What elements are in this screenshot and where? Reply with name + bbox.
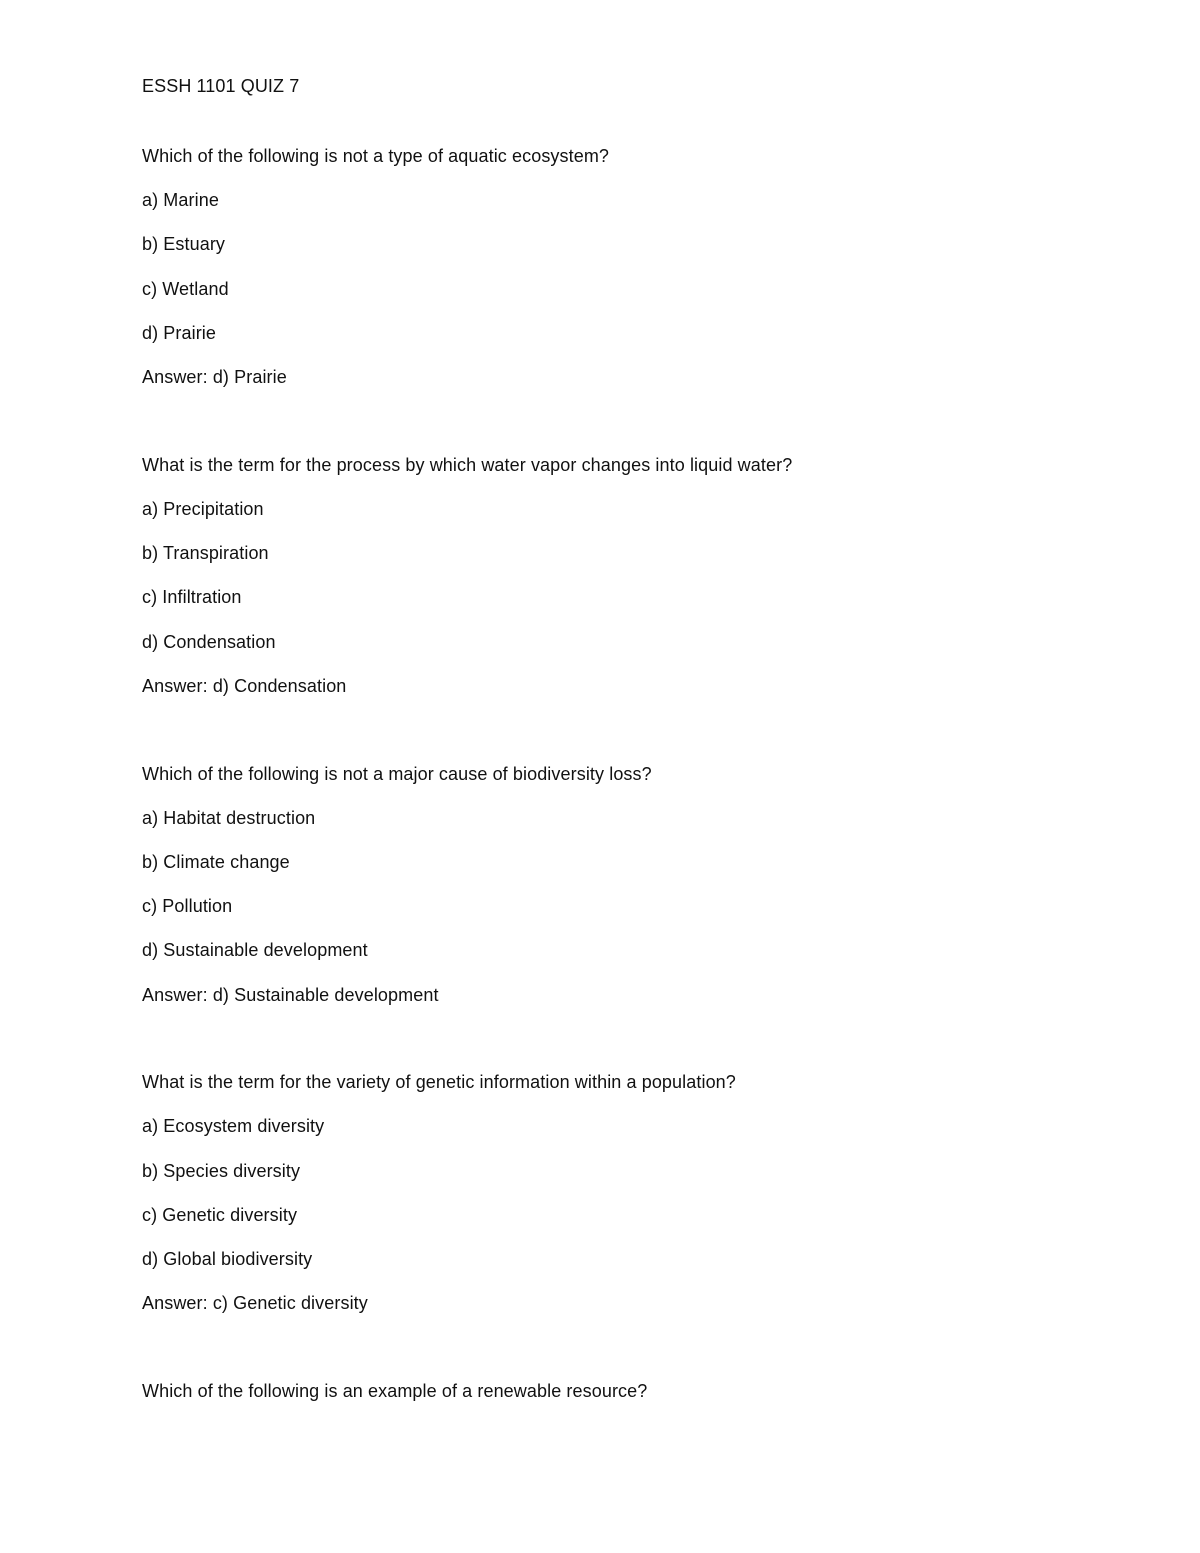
question-text: Which of the following is not a type of aquatic ecosystem? xyxy=(142,146,610,166)
option-d: d) Sustainable development xyxy=(142,940,368,960)
option-d: d) Condensation xyxy=(142,632,276,652)
option-a: a) Marine xyxy=(142,190,219,210)
answer-text: Answer: d) Sustainable development xyxy=(142,985,439,1005)
option-c: c) Infiltration xyxy=(142,587,242,607)
answer-text: Answer: d) Condensation xyxy=(142,676,347,696)
question-text: What is the term for the variety of genetic information within a population? xyxy=(142,1072,736,1092)
option-d: d) Global biodiversity xyxy=(142,1249,313,1269)
option-b: b) Species diversity xyxy=(142,1161,301,1181)
question-text: Which of the following is not a major cause of biodiversity loss? xyxy=(142,764,652,784)
answer-text: Answer: d) Prairie xyxy=(142,367,287,387)
question-text: What is the term for the process by which water vapor changes into liquid water? xyxy=(142,455,793,475)
answer-text: Answer: c) Genetic diversity xyxy=(142,1293,368,1313)
option-b: b) Climate change xyxy=(142,852,290,872)
option-d: d) Prairie xyxy=(142,323,217,343)
option-c: c) Wetland xyxy=(142,279,229,299)
option-a: a) Habitat destruction xyxy=(142,808,316,828)
option-c: c) Genetic diversity xyxy=(142,1205,298,1225)
option-a: a) Precipitation xyxy=(142,499,264,519)
question-text: Which of the following is an example of a renewable resource? xyxy=(142,1381,648,1401)
option-c: c) Pollution xyxy=(142,896,233,916)
option-b: b) Transpiration xyxy=(142,543,269,563)
option-a: a) Ecosystem diversity xyxy=(142,1116,325,1136)
quiz-title: ESSH 1101 QUIZ 7 xyxy=(142,76,300,96)
option-b: b) Estuary xyxy=(142,234,226,254)
